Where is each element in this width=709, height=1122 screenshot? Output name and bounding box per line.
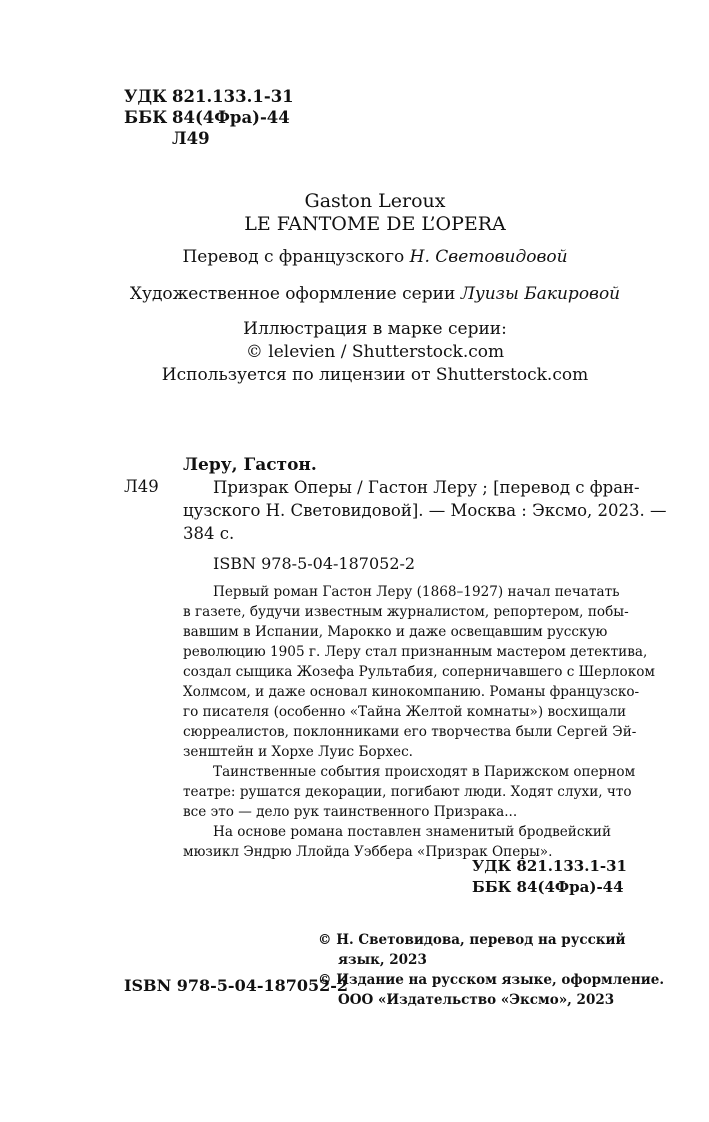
original-title: LE FANTOME DE L’OPERA (244, 213, 506, 235)
design-credit (100, 283, 650, 305)
illustration-line-1: Иллюстрация в марке серии: (243, 319, 507, 339)
copyright-line: язык, 2023 (338, 952, 427, 968)
copyright-line: ООО «Издательство «Эксмо», 2023 (338, 992, 615, 1008)
translation-prefix: Перевод с французского (182, 247, 405, 267)
card-desc-line: 384 с. (183, 524, 235, 543)
annotation-line: в газете, будучи известным журналистом, репортером, побы- (183, 604, 629, 620)
author-mark-row (124, 128, 294, 149)
illustration-credit (100, 318, 650, 387)
udk-value: 821.133.1-31 (172, 87, 294, 106)
bottom-isbn: ISBN 978-5-04-187052-2 (124, 976, 349, 995)
annotation-line: го писателя (особенно «Тайна Желтой комнаты») восхищали (183, 704, 627, 720)
copyright-block (318, 930, 664, 1010)
card-author-heading: Леру, Гастон. (183, 455, 317, 475)
annotation (183, 582, 655, 862)
original-title-block (100, 190, 650, 236)
annotation-line: театре: рушатся декорации, погибают люди. Ходят слухи, что (183, 784, 632, 800)
designer-name: Луизы Бакировой (460, 284, 621, 304)
annotation-line: Холмсом, и даже основал кинокомпанию. Романы французско- (183, 684, 640, 700)
card-code: Л49 (124, 477, 159, 496)
annotation-line: Таинственные события происходят в Парижском оперном (213, 764, 636, 780)
copyright-line: © Издание на русском языке, оформление. (318, 972, 665, 988)
card-desc-line: Призрак Оперы / Гастон Леру ; [перевод с фран- (213, 478, 640, 497)
card-description (183, 476, 667, 545)
card-isbn: ISBN 978-5-04-187052-2 (213, 554, 416, 573)
classification-codes (124, 86, 294, 149)
copyright-line: © Н. Световидова, перевод на русский (318, 932, 626, 948)
udk-label: УДК (124, 87, 168, 106)
original-author: Gaston Leroux (304, 190, 446, 212)
annotation-line: все это — дело рук таинственного Призрака... (183, 804, 518, 820)
annotation-line: мюзикл Эндрю Ллойда Уэббера «Призрак Оперы». (183, 844, 553, 860)
udk-row (124, 86, 294, 107)
annotation-line: зенштейн и Хорхе Луис Борхес. (183, 744, 413, 760)
annotation-line: Первый роман Гастон Леру (1868–1927) начал печатать (213, 584, 620, 600)
bbk-row (124, 107, 294, 128)
illustration-line-3: Используется по лицензии от Shutterstock.com (161, 365, 589, 385)
translator-name: Н. Световидовой (409, 247, 568, 267)
bbk-value: 84(4Фра)-44 (172, 108, 290, 127)
author-mark: Л49 (172, 129, 210, 148)
design-prefix: Художественное оформление серии (129, 284, 456, 304)
illustration-line-2: © lelevien / Shutterstock.com (245, 342, 505, 362)
annotation-line: На основе романа поставлен знаменитый бродвейский (213, 824, 612, 840)
translator-credit (100, 246, 650, 268)
annotation-line: создал сыщика Жозефа Рультабия, соперничавшего с Шерлоком (183, 664, 655, 680)
annotation-line: вавшим в Испании, Марокко и даже освещавшим русскую (183, 624, 608, 640)
card-desc-line: цузского Н. Световидовой]. — Москва : Эксмо, 2023. — (183, 501, 667, 520)
bottom-classification-codes (472, 856, 627, 898)
bottom-bbk: ББК 84(4Фра)-44 (472, 878, 624, 896)
annotation-line: революцию 1905 г. Леру стал признанным мастером детектива, (183, 644, 648, 660)
bottom-udk: УДК 821.133.1-31 (472, 857, 627, 875)
annotation-line: сюрреалистов, поклонниками его творчества были Сергей Эй- (183, 724, 637, 740)
bbk-label: ББК (124, 108, 168, 127)
